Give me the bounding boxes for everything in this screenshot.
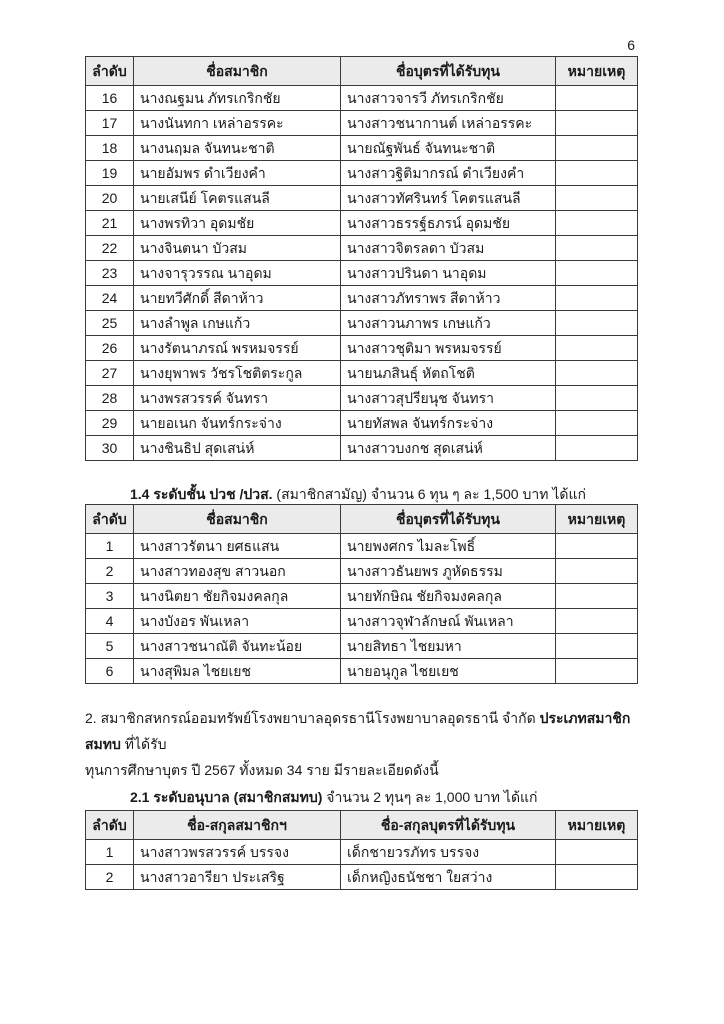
cell-note: [556, 865, 638, 890]
table-row: [86, 634, 638, 659]
cell-child: นางสาวฐิติมากรณ์ ดำเวียงคำ: [341, 161, 556, 186]
cell-child: นางสาวบงกช สุดเสน่ห์: [341, 436, 556, 461]
cell-note: [556, 659, 638, 684]
cell-no: 6: [86, 659, 134, 684]
cell-child: นายอนุกูล ไชยเยช: [341, 659, 556, 684]
table-header-row: [86, 505, 638, 534]
table-header-row: [86, 811, 638, 840]
cell-note: [556, 361, 638, 386]
cell-child: เด็กชายวรภัทร บรรจง: [341, 840, 556, 865]
cell-child: นางสาวทัศรินทร์ โคตรแสนลี: [341, 186, 556, 211]
cell-member: นายทวีศักดิ์ สีดาห้าว: [134, 286, 341, 311]
table-row: [86, 286, 638, 311]
header-index: ลำดับ: [86, 811, 134, 840]
scholarship-table-primary-members: [85, 56, 638, 461]
table-row: [86, 609, 638, 634]
cell-no: 3: [86, 584, 134, 609]
section-heading-2-1-rest: จำนวน 2 ทุนๆ ละ 1,000 บาท ได้แก่: [322, 789, 538, 805]
cell-member: นางนันทกา เหล่าอรรคะ: [134, 111, 341, 136]
cell-child: นางสาวชนากานต์ เหล่าอรรคะ: [341, 111, 556, 136]
cell-child: นายทักษิณ ชัยกิจมงคลกุล: [341, 584, 556, 609]
table-row: [86, 361, 638, 386]
paragraph-associate-members-bold: ประเภทสมาชิกสมทบ: [85, 710, 631, 752]
cell-no: 4: [86, 609, 134, 634]
cell-note: [556, 559, 638, 584]
table-row: [86, 211, 638, 236]
header-note: หมายเหตุ: [556, 811, 638, 840]
cell-member: นางสาวทองสุข สาวนอก: [134, 559, 341, 584]
table-header-row: [86, 57, 638, 86]
cell-note: [556, 609, 638, 634]
cell-no: 26: [86, 336, 134, 361]
header-index: ลำดับ: [86, 505, 134, 534]
cell-member: นายอัมพร ดำเวียงคำ: [134, 161, 341, 186]
cell-note: [556, 584, 638, 609]
cell-note: [556, 261, 638, 286]
cell-child: นางสาวปรินดา นาอุดม: [341, 261, 556, 286]
cell-member: นางสาวรัตนา ยศธแสน: [134, 534, 341, 559]
cell-no: 21: [86, 211, 134, 236]
cell-note: [556, 161, 638, 186]
cell-member: นางสาวอารียา ประเสริฐ: [134, 865, 341, 890]
cell-child: นางสาวจุฬาลักษณ์ พันเหลา: [341, 609, 556, 634]
cell-child: นายนภสินธุ์ หัตถโชติ: [341, 361, 556, 386]
cell-no: 30: [86, 436, 134, 461]
cell-child: นางสาวสุปรียนุช จันทรา: [341, 386, 556, 411]
table-row: [86, 436, 638, 461]
cell-no: 24: [86, 286, 134, 311]
cell-note: [556, 634, 638, 659]
cell-child: นางสาวจารวี ภัทรเกริกชัย: [341, 86, 556, 111]
cell-member: นางชินธิป สุดเสน่ห์: [134, 436, 341, 461]
cell-no: 28: [86, 386, 134, 411]
cell-no: 1: [86, 840, 134, 865]
cell-member: นางสาวพรสวรรค์ บรรจง: [134, 840, 341, 865]
table-row: [86, 311, 638, 336]
table-row: [86, 840, 638, 865]
cell-no: 17: [86, 111, 134, 136]
scholarship-table-kindergarten-associate: [85, 810, 638, 890]
cell-note: [556, 186, 638, 211]
section-heading-1-4-rest: (สมาชิกสามัญ) จำนวน 6 ทุน ๆ ละ 1,500 บาท ได้แก่: [272, 486, 586, 502]
header-note: หมายเหตุ: [556, 505, 638, 534]
table-row: [86, 136, 638, 161]
cell-member: นางรัตนาภรณ์ พรหมจรรย์: [134, 336, 341, 361]
cell-member: นางพรทิวา อุดมชัย: [134, 211, 341, 236]
cell-no: 19: [86, 161, 134, 186]
cell-member: นางยุพาพร วัชรโชติตระกูล: [134, 361, 341, 386]
cell-child: นายพงศกร ไมละโพธิ์: [341, 534, 556, 559]
cell-member: นางณฐมน ภัทรเกริกชัย: [134, 86, 341, 111]
cell-child: นางสาวภัทราพร สีดาห้าว: [341, 286, 556, 311]
cell-child: นางสาวธรรฐ์ธภรน์ อุดมชัย: [341, 211, 556, 236]
cell-note: [556, 136, 638, 161]
cell-member: นางบังอร พันเหลา: [134, 609, 341, 634]
cell-child: เด็กหญิงธนัชชา ใยสว่าง: [341, 865, 556, 890]
paragraph-associate-members: [85, 705, 637, 783]
cell-member: นางจารุวรรณ นาอุดม: [134, 261, 341, 286]
table-row: [86, 111, 638, 136]
cell-child: นางสาวชุติมา พรหมจรรย์: [341, 336, 556, 361]
cell-note: [556, 86, 638, 111]
cell-child: นางสาวธันยพร ภูหัดธรรม: [341, 559, 556, 584]
cell-note: [556, 840, 638, 865]
cell-note: [556, 336, 638, 361]
cell-member: นางนิตยา ชัยกิจมงคลกุล: [134, 584, 341, 609]
table-row: [86, 161, 638, 186]
paragraph-associate-members-pre: 2. สมาชิกสหกรณ์ออมทรัพย์โรงพยาบาลอุดรธานีโรงพยาบาลอุดรธานี จำกัด: [85, 710, 540, 726]
header-child-name: ชื่อ-สกุลบุตรที่ได้รับทุน: [341, 811, 556, 840]
section-heading-1-4: [85, 484, 637, 504]
table-row: [86, 534, 638, 559]
table-row: [86, 86, 638, 111]
table-row: [86, 584, 638, 609]
section-heading-1-4-bold: 1.4 ระดับชั้น ปวช /ปวส.: [130, 486, 273, 502]
section-heading-2-1-bold: 2.1 ระดับอนุบาล (สมาชิกสมทบ): [130, 789, 323, 805]
header-member-name: ชื่อสมาชิก: [134, 505, 341, 534]
cell-member: นายอเนก จันทร์กระจ่าง: [134, 411, 341, 436]
cell-no: 23: [86, 261, 134, 286]
page-number: 6: [627, 37, 635, 53]
cell-child: นายทัสพล จันทร์กระจ่าง: [341, 411, 556, 436]
cell-note: [556, 311, 638, 336]
table-row: [86, 261, 638, 286]
paragraph-associate-members-line2: ทุนการศึกษาบุตร ปี 2567 ทั้งหมด 34 ราย มีรายละเอียดดังนี้: [85, 762, 439, 778]
cell-note: [556, 236, 638, 261]
paragraph-associate-members-post: ที่ได้รับ: [120, 736, 167, 752]
cell-member: นางจินตนา บัวสม: [134, 236, 341, 261]
header-index: ลำดับ: [86, 57, 134, 86]
cell-no: 2: [86, 865, 134, 890]
cell-member: นางนฤมล จันทนะชาติ: [134, 136, 341, 161]
cell-note: [556, 436, 638, 461]
cell-no: 18: [86, 136, 134, 161]
cell-note: [556, 534, 638, 559]
scholarship-table-vocational: [85, 504, 638, 684]
table-row: [86, 386, 638, 411]
cell-no: 5: [86, 634, 134, 659]
cell-no: 25: [86, 311, 134, 336]
header-member-name: ชื่อ-สกุลสมาชิกฯ: [134, 811, 341, 840]
table-row: [86, 186, 638, 211]
cell-no: 22: [86, 236, 134, 261]
cell-note: [556, 111, 638, 136]
cell-note: [556, 286, 638, 311]
cell-no: 1: [86, 534, 134, 559]
cell-child: นายณัฐพันธ์ จันทนะชาติ: [341, 136, 556, 161]
cell-member: นายเสนีย์ โคตรแสนลี: [134, 186, 341, 211]
cell-member: นางลำพูล เกษแก้ว: [134, 311, 341, 336]
header-child-name: ชื่อบุตรที่ได้รับทุน: [341, 505, 556, 534]
cell-child: นายสิทธา ไชยมหา: [341, 634, 556, 659]
table-row: [86, 659, 638, 684]
cell-note: [556, 211, 638, 236]
table-row: [86, 865, 638, 890]
cell-note: [556, 386, 638, 411]
table-row: [86, 236, 638, 261]
cell-child: นางสาวจิตรลดา บัวสม: [341, 236, 556, 261]
cell-no: 29: [86, 411, 134, 436]
cell-no: 16: [86, 86, 134, 111]
cell-member: นางสุพิมล ไชยเยช: [134, 659, 341, 684]
table-row: [86, 411, 638, 436]
section-heading-2-1: [85, 784, 637, 810]
cell-no: 27: [86, 361, 134, 386]
header-member-name: ชื่อสมาชิก: [134, 57, 341, 86]
table-row: [86, 336, 638, 361]
cell-member: นางสาวชนาณัติ จันทะน้อย: [134, 634, 341, 659]
table-row: [86, 559, 638, 584]
header-child-name: ชื่อบุตรที่ได้รับทุน: [341, 57, 556, 86]
cell-no: 2: [86, 559, 134, 584]
cell-no: 20: [86, 186, 134, 211]
header-note: หมายเหตุ: [556, 57, 638, 86]
cell-note: [556, 411, 638, 436]
cell-member: นางพรสวรรค์ จันทรา: [134, 386, 341, 411]
cell-child: นางสาวนภาพร เกษแก้ว: [341, 311, 556, 336]
